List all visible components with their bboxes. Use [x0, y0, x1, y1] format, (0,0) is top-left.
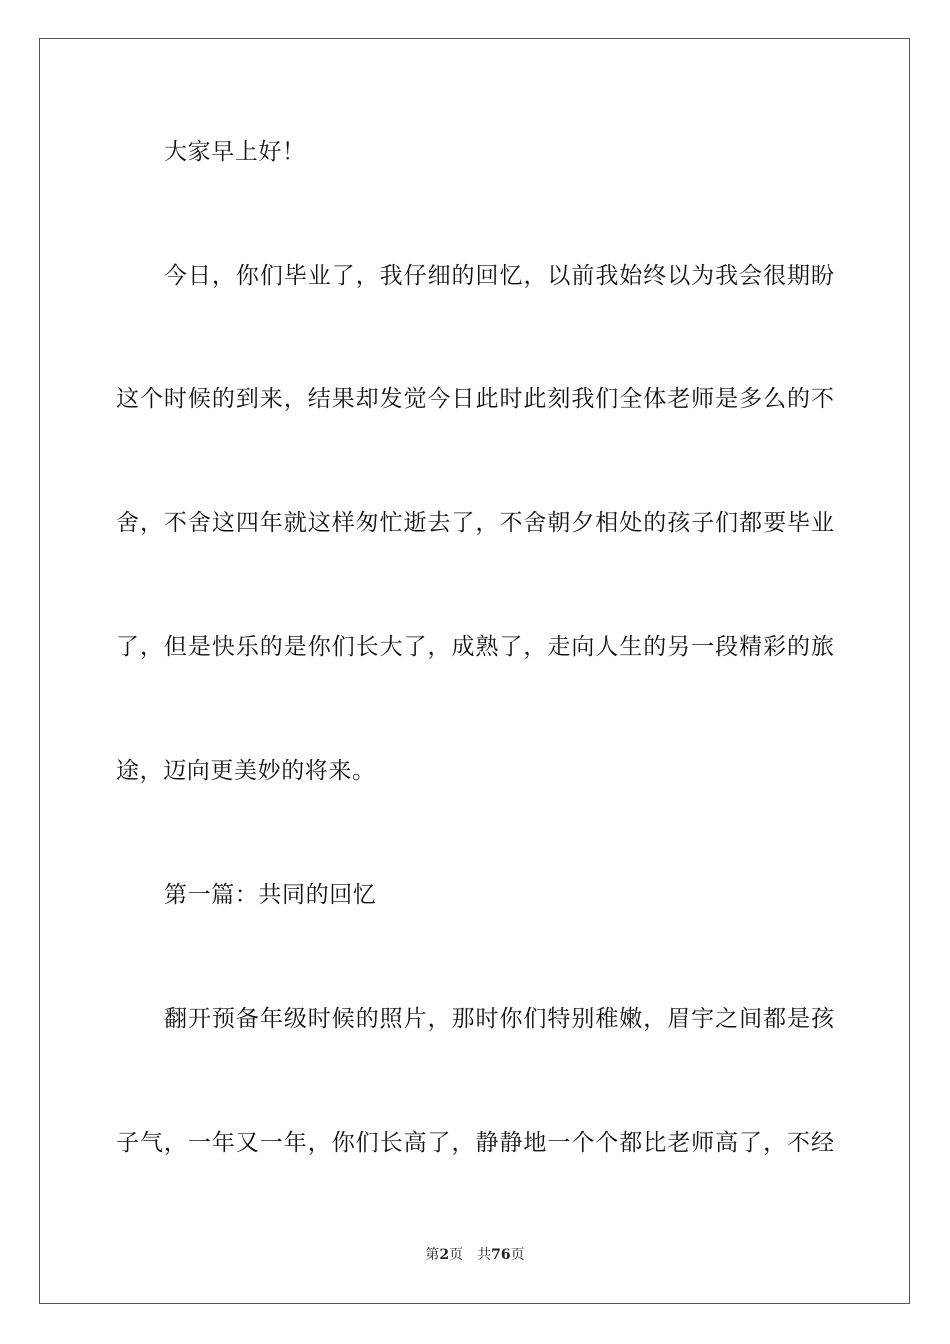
- total-prefix: 共: [477, 1247, 492, 1263]
- paragraph-line: 今日，你们毕业了，我仔细的回忆，以前我始终以为我会很期盼: [164, 263, 834, 289]
- page-suffix: 页: [449, 1247, 464, 1263]
- total-suffix: 页: [510, 1247, 525, 1263]
- page-frame: [39, 38, 910, 1304]
- paragraph-line: 了，但是快乐的是你们长大了，成熟了，走向人生的另一段精彩的旅: [116, 634, 834, 660]
- paragraph-line: 翻开预备年级时候的照片，那时你们特别稚嫩，眉宇之间都是孩: [164, 1006, 834, 1032]
- page-footer: [0, 1246, 950, 1264]
- total-pages: 76: [491, 1247, 511, 1263]
- greeting-line: 大家早上好！: [164, 139, 306, 165]
- paragraph-line: 舍，不舍这四年就这样匆忙逝去了，不舍朝夕相处的孩子们都要毕业: [116, 510, 834, 536]
- page-number: 2: [439, 1247, 450, 1263]
- paragraph-line: 子气，一年又一年，你们长高了，静静地一个个都比老师高了，不经: [116, 1130, 834, 1156]
- paragraph-line: 这个时候的到来，结果却发觉今日此时此刻我们全体老师是多么的不: [116, 386, 834, 412]
- paragraph-line: 途，迈向更美妙的将来。: [116, 758, 376, 784]
- section-heading: 第一篇：共同的回忆: [164, 882, 377, 908]
- page-prefix: 第: [425, 1247, 440, 1263]
